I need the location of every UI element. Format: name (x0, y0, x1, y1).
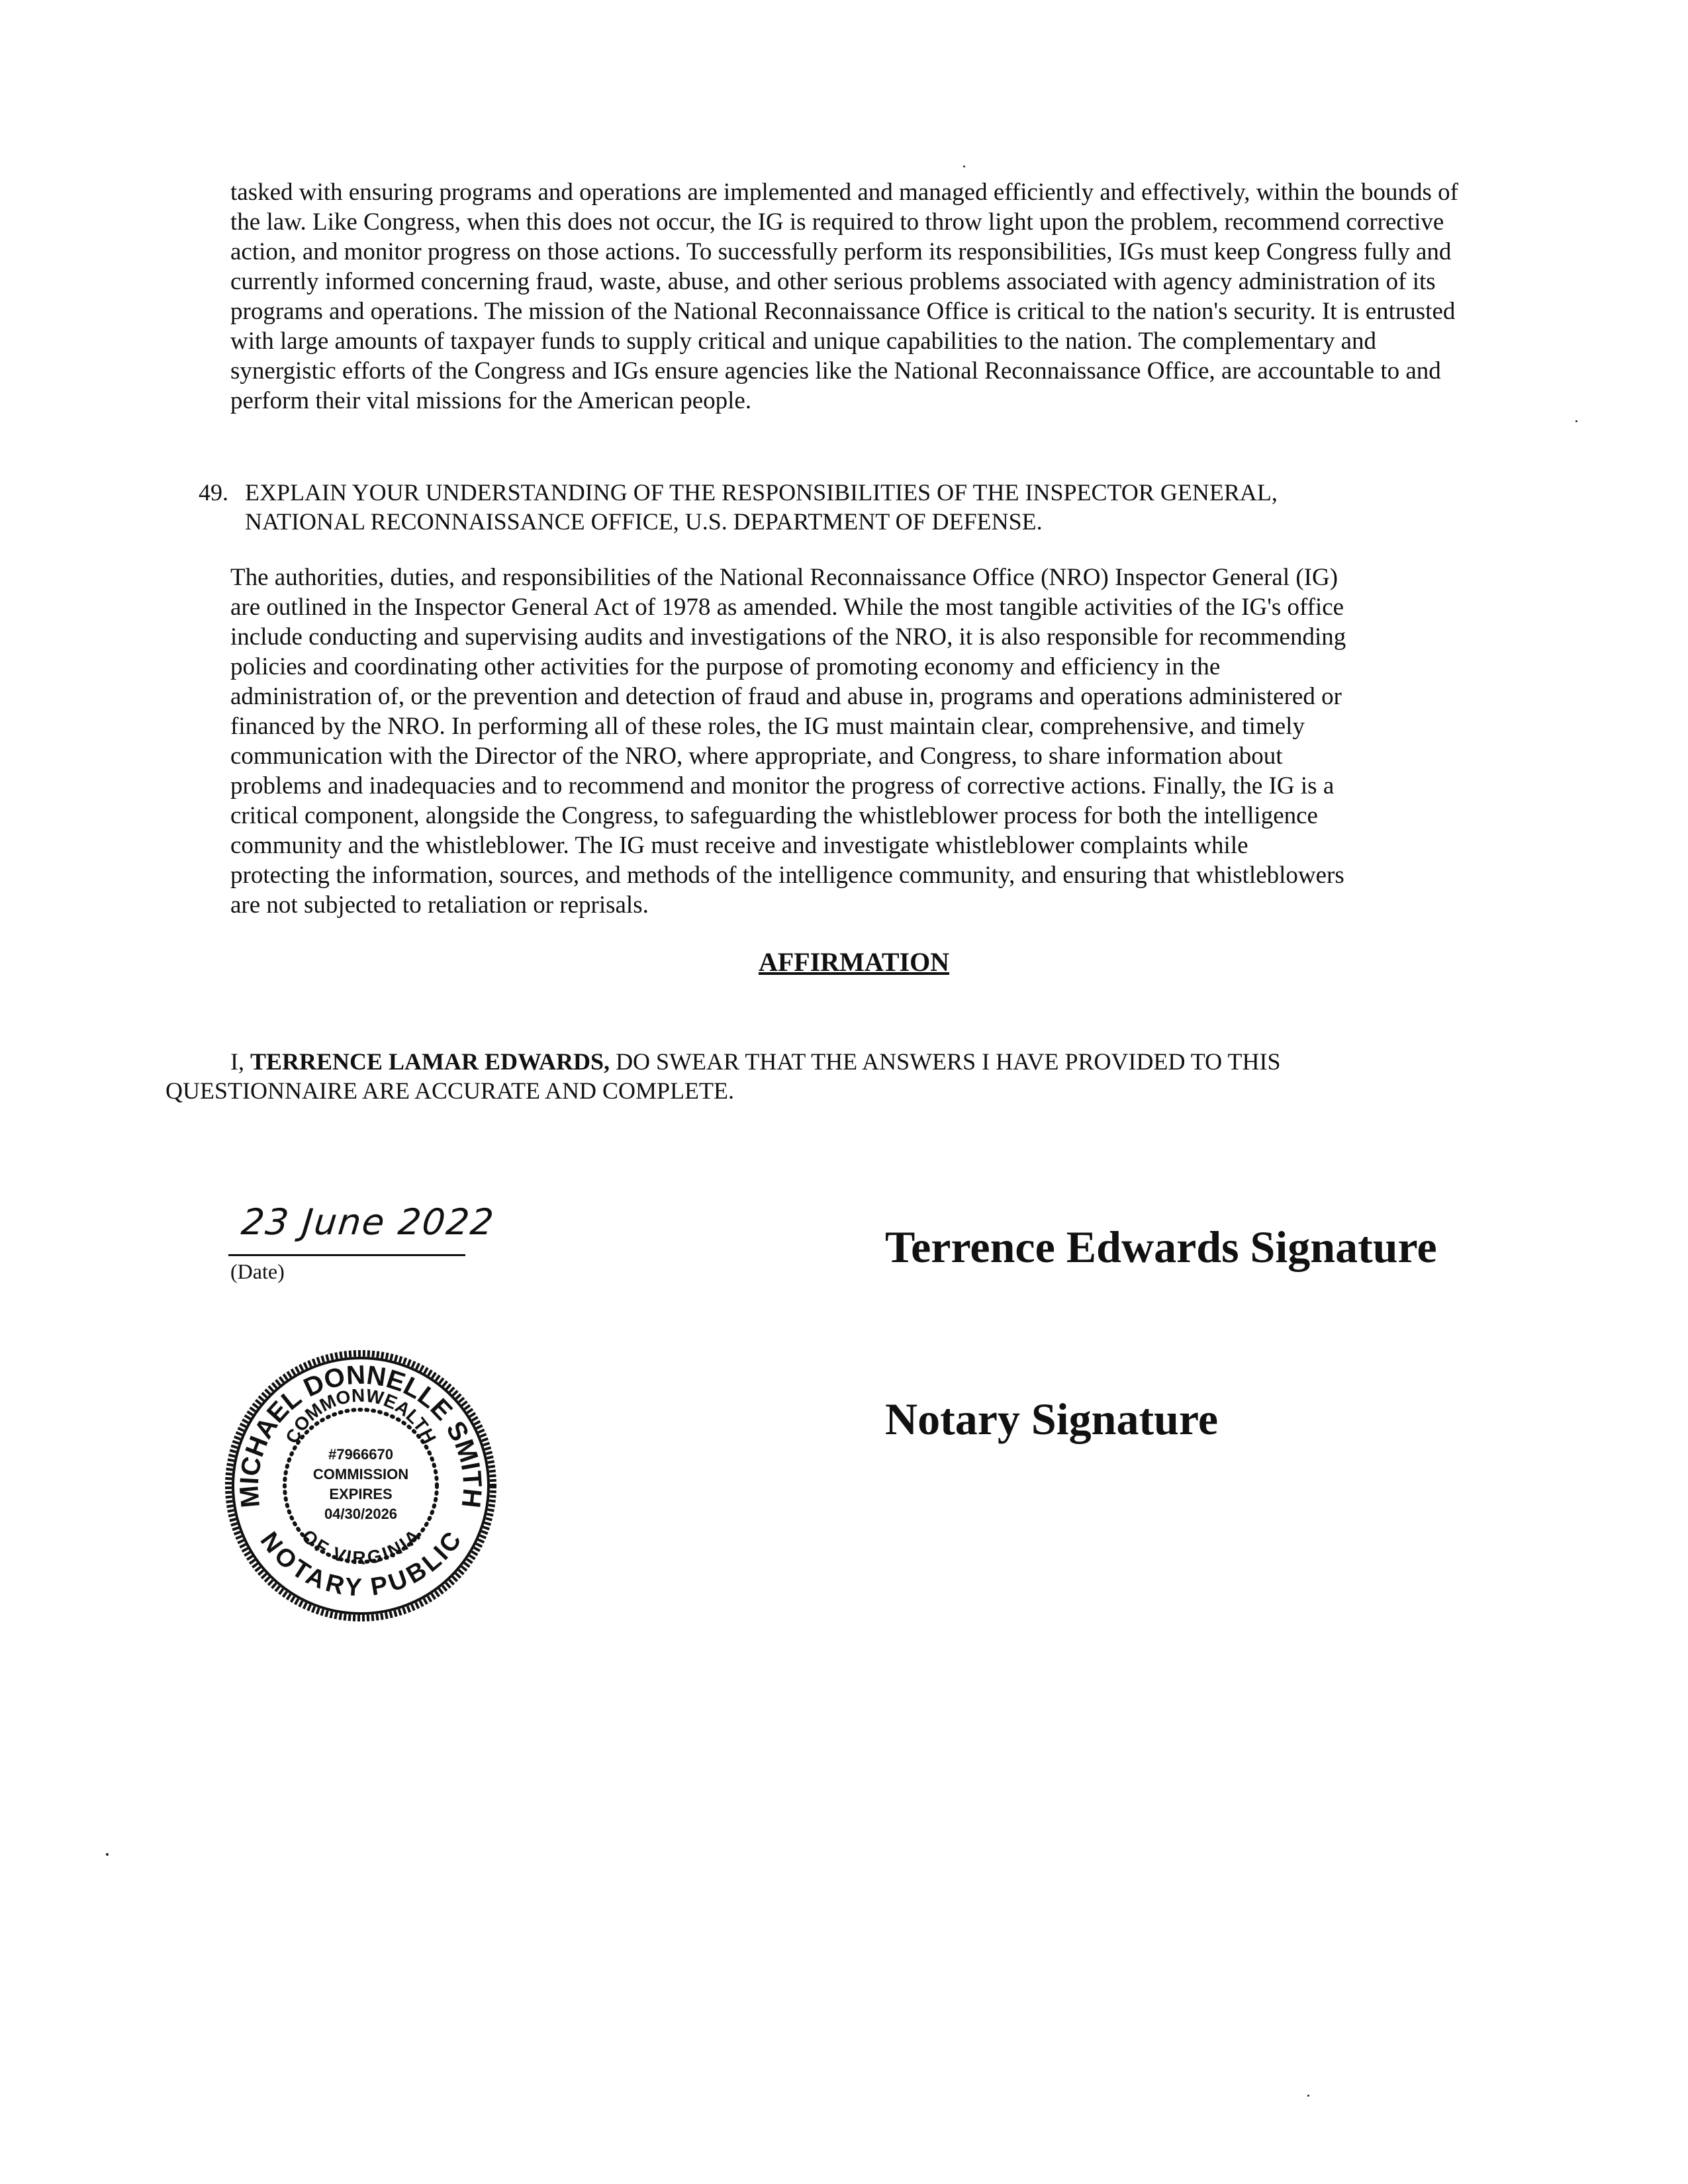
svg-text:OF VIRGINIA (298, 1525, 424, 1569)
text-line: action, and monitor progress on those actions. To successfully perform its responsibilities, IGs must keep Congress fully and (230, 238, 1452, 265)
text-line: problems and inadequacies and to recommend and monitor the progress of corrective actions. Finally, the IG is a (230, 772, 1335, 799)
text-line: protecting the information, sources, and methods of the intelligence community, and ensuring that whistleblowers (230, 862, 1344, 889)
seal-state: COMMONWEALTH (281, 1385, 440, 1447)
scan-speck (1575, 420, 1577, 422)
text-line: The authorities, duties, and responsibilities of the National Reconnaissance Office (NRO) Inspector General (IG) (230, 564, 1338, 591)
affirmant-name: TERRENCE LAMAR EDWARDS, (250, 1048, 610, 1075)
affirmation-prefix: I, (230, 1048, 250, 1075)
text-line: are not subjected to retaliation or reprisals. (230, 891, 649, 919)
text-line: perform their vital missions for the American people. (230, 387, 752, 414)
affirmation-heading: AFFIRMATION (758, 947, 950, 977)
text-line: critical component, alongside the Congress, to safeguarding the whistleblower process for both the intelligence (230, 802, 1318, 829)
text-line: communication with the Director of the NRO, where appropriate, and Congress, to share information about (230, 743, 1283, 770)
text-line: currently informed concerning fraud, waste, abuse, and other serious problems associated with agency administration of its (230, 268, 1436, 295)
text-line: with large amounts of taxpayer funds to supply critical and unique capabilities to the nation. The complementary and (230, 328, 1376, 355)
text-line: community and the whistleblower. The IG must receive and investigate whistleblower complaints while (230, 832, 1248, 859)
notary-signature: Notary Signature (885, 1394, 1219, 1444)
text-line: administration of, or the prevention and detection of fraud and abuse in, programs and operations administered or (230, 683, 1342, 710)
question-line: EXPLAIN YOUR UNDERSTANDING OF THE RESPONSIBILITIES OF THE INSPECTOR GENERAL, (245, 479, 1278, 506)
seal-name: MICHAEL DONNELLE SMITH (234, 1360, 487, 1510)
text-line: are outlined in the Inspector General Act of 1978 as amended. While the most tangible activities of the IG's office (230, 594, 1344, 621)
scan-speck (106, 1853, 109, 1856)
text-line: policies and coordinating other activities for the purpose of promoting economy and efficiency in the (230, 653, 1221, 680)
seal-expiry-date: 04/30/2026 (324, 1506, 398, 1522)
date-underline (228, 1254, 465, 1256)
question-number: 49. (199, 479, 228, 506)
text-line: synergistic efforts of the Congress and IGs ensure agencies like the National Reconnaissance Office, are accountable to and (230, 357, 1441, 385)
seal-state-2: OF VIRGINIA (297, 1525, 424, 1569)
affirmation-statement (165, 1047, 1280, 1105)
seal-commission: COMMISSION (312, 1466, 409, 1482)
affirmation-text: QUESTIONNAIRE ARE ACCURATE AND COMPLETE. (165, 1077, 735, 1104)
date-label: (Date) (230, 1259, 285, 1283)
text-line: the law. Like Congress, when this does not occur, the IG is required to throw light upon the problem, recommend corrective (230, 208, 1444, 236)
handwritten-date: 23 June 2022 (239, 1201, 497, 1243)
seal-number: #7966670 (328, 1446, 393, 1463)
scan-speck (1307, 2095, 1309, 2097)
affirmation-text: DO SWEAR THAT THE ANSWERS I HAVE PROVIDED TO THIS (610, 1048, 1281, 1075)
text-line: tasked with ensuring programs and operations are implemented and managed efficiently and effectively, within the bounds of (230, 179, 1458, 206)
text-line: programs and operations. The mission of the National Reconnaissance Office is critical to the nation's security. It is entrusted (230, 298, 1456, 325)
scan-speck (963, 165, 965, 167)
intro-paragraph (230, 177, 1458, 416)
notary-seal-stamp (222, 1347, 500, 1625)
text-line: financed by the NRO. In performing all of these roles, the IG must maintain clear, comprehensive, and timely (230, 713, 1305, 740)
answer-paragraph (230, 563, 1346, 920)
text-line: include conducting and supervising audits and investigations of the NRO, it is also responsible for recommending (230, 623, 1346, 651)
question-line: NATIONAL RECONNAISSANCE OFFICE, U.S. DEPARTMENT OF DEFENSE. (245, 508, 1043, 535)
applicant-signature: Terrence Edwards Signature (885, 1222, 1437, 1272)
seal-expires: EXPIRES (329, 1486, 393, 1502)
seal-title: NOTARY PUBLIC (254, 1527, 467, 1602)
